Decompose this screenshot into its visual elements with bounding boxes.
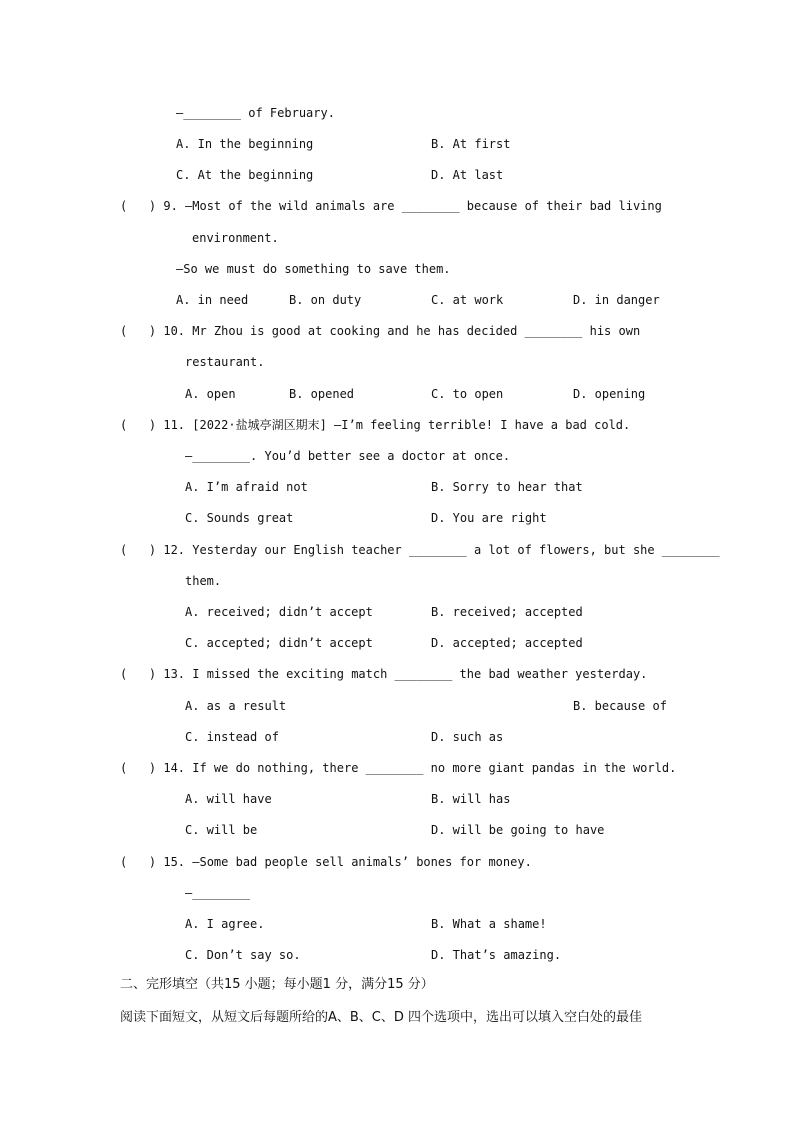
q9-reply: —So we must do something to save them. <box>176 262 451 276</box>
section-instruction: 阅读下面短文，从短文后每题所给的A、B、C、D 四个选项中，选出可以填入空白处的最佳 <box>120 1010 643 1025</box>
q11-option-b: B. Sorry to hear that <box>431 480 583 494</box>
q9-option-d: D. in danger <box>573 293 660 307</box>
q13-option-a: A. as a result <box>185 699 287 713</box>
q14-stem: ( ) 14. If we do nothing, there ________ no more giant pandas in the world. <box>120 761 677 775</box>
q12-option-a: A. received; didn’t accept <box>185 605 373 619</box>
q10-stem: ( ) 10. Mr Zhou is good at cooking and he has decided ________ his own <box>120 324 641 338</box>
q10-option-b: B. opened <box>289 387 355 401</box>
q13-option-d: D. such as <box>431 730 504 744</box>
q10-stem-cont: restaurant. <box>185 355 265 369</box>
q9-stem: ( ) 9. —Most of the wild animals are ________ because of their bad living <box>120 199 662 213</box>
q15-option-a: A. I agree. <box>185 917 265 931</box>
q12-stem: ( ) 12. Yesterday our English teacher ________ a lot of flowers, but she ________ <box>120 543 720 557</box>
q13-option-c: C. instead of <box>185 730 279 744</box>
q11-option-d: D. You are right <box>431 511 547 525</box>
q14-option-d: D. will be going to have <box>431 823 605 837</box>
q12-stem-cont: them. <box>185 574 222 588</box>
q8-option-c: C. At the beginning <box>176 168 314 182</box>
q15-option-b: B. What a shame! <box>431 917 547 931</box>
q9-stem-cont: environment. <box>192 231 279 245</box>
q15-reply: —________ <box>185 886 251 900</box>
q9-option-b: B. on duty <box>289 293 362 307</box>
q15-option-d: D. That’s amazing. <box>431 948 562 962</box>
q15-stem: ( ) 15. —Some bad people sell animals’ bones for money. <box>120 855 532 869</box>
q14-option-b: B. will has <box>431 792 511 806</box>
q8-option-a: A. In the beginning <box>176 137 314 151</box>
q12-option-d: D. accepted; accepted <box>431 636 583 650</box>
q9-option-c: C. at work <box>431 293 504 307</box>
q9-option-a: A. in need <box>176 293 249 307</box>
q11-reply: —________. You’d better see a doctor at once. <box>185 449 511 463</box>
q12-option-b: B. received; accepted <box>431 605 583 619</box>
q8-option-d: D. At last <box>431 168 504 182</box>
q10-option-a: A. open <box>185 387 236 401</box>
q13-stem: ( ) 13. I missed the exciting match ________ the bad weather yesterday. <box>120 667 648 681</box>
q11-option-c: C. Sounds great <box>185 511 294 525</box>
q11-option-a: A. I’m afraid not <box>185 480 308 494</box>
q11-stem: ( ) 11. [2022·盐城亭湖区期末] —I’m feeling terrible! I have a bad cold. <box>120 418 631 432</box>
q14-option-c: C. will be <box>185 823 258 837</box>
q10-option-c: C. to open <box>431 387 504 401</box>
q13-option-b: B. because of <box>573 699 667 713</box>
q8-line: —________ of February. <box>176 106 335 120</box>
q10-option-d: D. opening <box>573 387 646 401</box>
section-heading: 二、完形填空（共15 小题；每小题1 分，满分15 分） <box>120 977 434 992</box>
q15-option-c: C. Don’t say so. <box>185 948 301 962</box>
q14-option-a: A. will have <box>185 792 272 806</box>
q8-option-b: B. At first <box>431 137 511 151</box>
q12-option-c: C. accepted; didn’t accept <box>185 636 373 650</box>
